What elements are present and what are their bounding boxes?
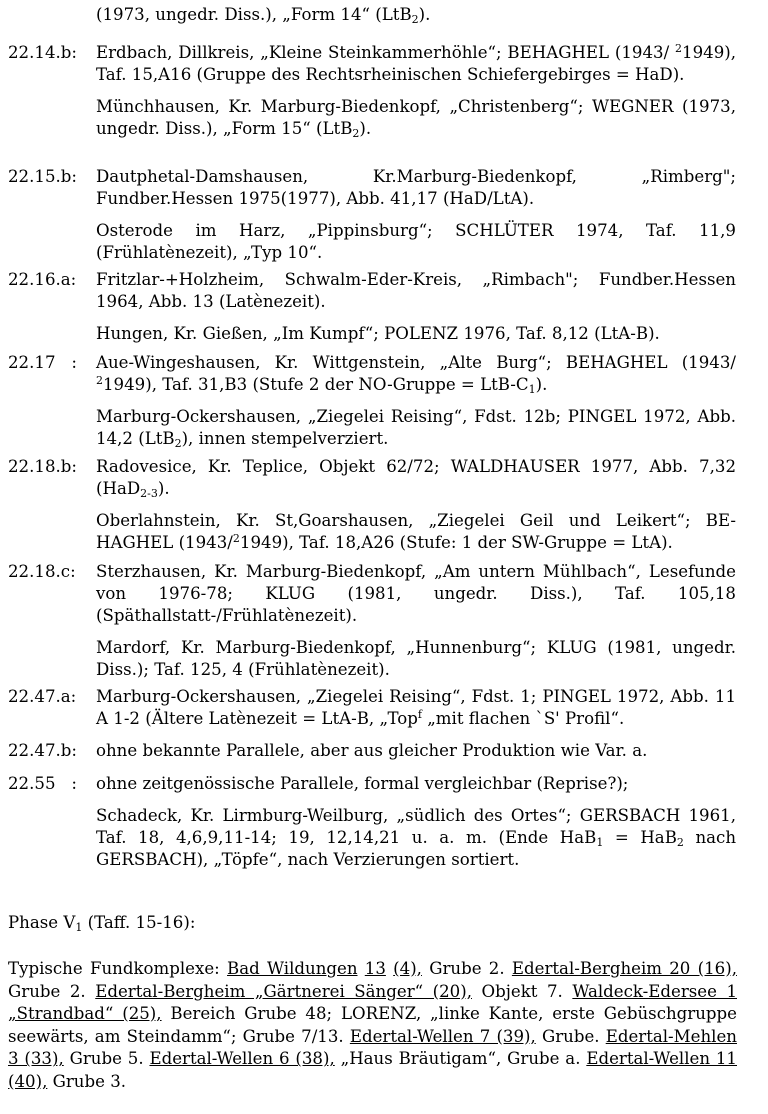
entry-label: 22.47.a: [8, 687, 77, 706]
entry-paragraph: Mardorf, Kr. Marburg-Biedenkopf, „Hunnenburg“; KLUG (1981, ungedr. Diss.); Taf. 125, 4 (Frühlatènezeit). [96, 638, 736, 679]
entry-label: 22.55 : [8, 774, 77, 793]
entry-label: 22.47.b: [8, 741, 77, 760]
entry-text [96, 740, 736, 762]
phase-heading: Phase $V_1$ (Taff. 15-16): [8, 913, 196, 934]
entry-label: 22.14.b: [8, 43, 77, 62]
entry-text [96, 686, 736, 730]
fundkomplexe-paragraph: Typische Fundkomplexe: Bad Wildungen 13 (4), Grube 2. Edertal-Bergheim 20 (16), Grube 2. Edertal-Bergheim „Gärtnerei Sänger“ (20), Objekt 7. Waldeck-Edersee 1 „Strandbad“ (25), Bereich Grube 48; LORENZ, „linke Kante, erste Gebüschgruppe seewärts, am Steindamm“; Grube 7/13. Edertal-Wellen 7 (39), Grube. Edertal-Mehlen 3 (33), Grube 5. Edertal-Wellen 6 (38), „Haus Bräutigam“, Grube a. Edertal-Wellen 11 (40), Grube 3. [8, 959, 737, 1091]
entry-paragraph: Radovesice, Kr. Teplice, Objekt 62/72; WALDHAUSER 1977, Abb. 7,32 (HaD$_{2-3}$). [96, 457, 736, 500]
entry-paragraph: Aue-Wingeshausen, Kr. Wittgenstein, „Alte Burg“; BEHAGHEL (1943/ $^2$1949), Taf. 31,B3 (Stufe 2 der NO-Gruppe = LtB-$C_1$). [96, 353, 736, 396]
entry-label: 22.18.b: [8, 457, 77, 476]
entry-paragraph: Münchhausen, Kr. Marburg-Biedenkopf, „Christenberg“; WEGNER (1973, ungedr. Diss.), „Form 15“ (LtB$_2$). [96, 97, 736, 140]
entry-text [96, 773, 736, 871]
entry-paragraph: Osterode im Harz, „Pippinsburg“; SCHLÜTER 1974, Taf. 11,9 (Frühlatènezeit), „Typ 10“. [96, 221, 736, 262]
entry-text [96, 352, 736, 450]
entry-paragraph: Marburg-Ockershausen, „Ziegelei Reising“, Fdst. 12b; PINGEL 1972, Abb. 14,2 (LtB$_2$), innen stempelverziert. [96, 407, 736, 450]
entry-paragraph: Oberlahnstein, Kr. St,Goarshausen, „Ziegelei Geil und Leikert“; BE-HAGHEL (1943/$^2$1949), Taf. 18,A26 (Stufe: 1 der SW-Gruppe = LtA). [96, 511, 736, 552]
entry-paragraph: Fritzlar-+Holzheim, Schwalm-Eder-Kreis, „Rimbach"; Fundber.Hessen 1964, Abb. 13 (Latènezeit). [96, 270, 736, 311]
entry-text [96, 42, 736, 140]
entry-paragraph: Dautphetal-Damshausen, Kr.Marburg-Biedenkopf, „Rimberg"; Fundber.Hessen 1975(1977), Abb. 41,17 (HaD/LtA). [96, 167, 736, 208]
entry-text [96, 4, 736, 26]
entry-label: 22.18.c: [8, 562, 76, 581]
entry-paragraph: Erdbach, Dillkreis, „Kleine Steinkammerhöhle“; BEHAGHEL (1943/ $^2$1949), Taf. 15,A16 (Gruppe des Rechtsrheinischen Schiefergebirges = HaD). [96, 42, 736, 84]
entry-paragraph: Marburg-Ockershausen, „Ziegelei Reising“, Fdst. 1; PINGEL 1972, Abb. 11 A 1-2 (Ältere Latènezeit = LtA-B, „Top$^f$ „mit flachen `S' Profil“. [96, 687, 736, 728]
entry-paragraph: Schadeck, Kr. Lirmburg-Weilburg, „südlich des Ortes“; GERSBACH 1961, Taf. 18, 4,6,9,11-14; 19, 12,14,21 u. a. m. (Ende HaB$_1$ = HaB$_2$ nach GERSBACH), „Töpfe“, nach Verzierungen sortiert. [96, 806, 737, 869]
entry-paragraph: Sterzhausen, Kr. Marburg-Biedenkopf, „Am untern Mühlbach“, Lesefunde von 1976-78; KLUG (1981, ungedr. Diss.), Taf. 105,18 (Späthallstatt-/Frühlatènezeit). [96, 562, 736, 625]
entry-label: 22.16.a: [8, 270, 77, 289]
entry-paragraph: Hungen, Kr. Gießen, „Im Kumpf“; POLENZ 1976, Taf. 8,12 (LtA-B). [96, 324, 660, 343]
entry-paragraph: ohne zeitgenössische Parallele, formal vergleichbar (Reprise?); [96, 774, 629, 793]
entry-label: 22.17 : [8, 353, 77, 372]
entry-text [96, 269, 736, 345]
entry-paragraph: ohne bekannte Parallele, aber aus gleicher Produktion wie Var. a. [96, 741, 648, 760]
entry-text [96, 166, 736, 264]
entry-label: 22.15.b: [8, 167, 77, 186]
entry-paragraph: (1973, ungedr. Diss.), „Form 14“ (LtB$_2$). [96, 5, 431, 26]
entry-text [96, 456, 736, 554]
entry-text [96, 561, 736, 681]
